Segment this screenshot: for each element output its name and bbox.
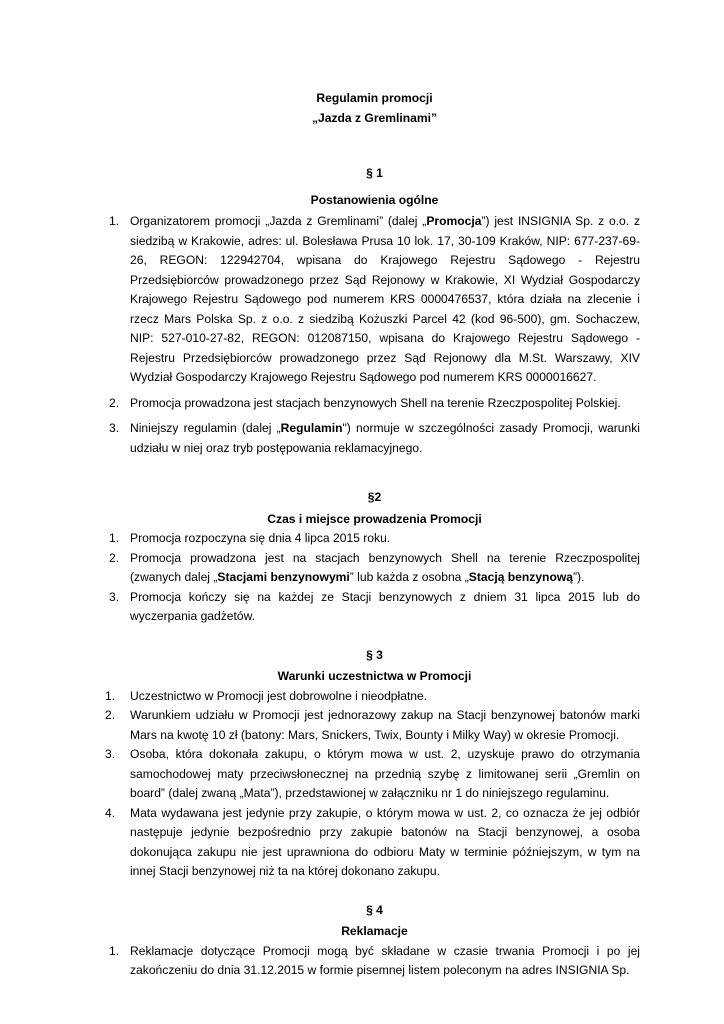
section-3-item-4: 4. Mata wydawana jest jedynie przy zakupie, o którym mowa w ust. 2, co oznacza że jej odbiór następuje jedynie bezpośrednio przy zakupie batonów na Stacji benzynowej, a osoba dokonująca zakupu nie jest uprawniona do odbioru Maty w terminie późniejszym, w tym na innej Stacji benzynowej niż ta na której dokonano zakupu.	[105, 805, 640, 878]
section-3-item-3: 3. Osoba, która dokonała zakupu, o którym mowa w ust. 2, uzyskuje prawo do otrzymania samochodowej maty przeciwsłonecznej na przednią szybę z limitowanej serii „Gremlin on board” (dalej zwaną „Mata”), przedstawionej w załączniku nr 1 do niniejszego regulaminu.	[105, 747, 640, 800]
section-2-list	[109, 529, 640, 627]
section-3-list	[105, 687, 640, 882]
section-4-mark: § 4	[366, 902, 383, 917]
section-1-item-2: 2. Promocja prowadzona jest stacjach benzynowych Shell na terenie Rzeczpospolitej Polskiej.	[109, 395, 621, 410]
document-subtitle: „Jazda z Gremlinami”	[311, 110, 437, 125]
section-2-heading: Czas i miejsce prowadzenia Promocji	[267, 511, 482, 526]
section-2-item-3: 3. Promocja kończy się na każdej ze Stacji benzynowych z dniem 31 lipca 2015 lub do wyczerpania gadżetów.	[109, 589, 640, 623]
section-3-mark: § 3	[366, 647, 383, 662]
section-4-item-1: 1. Reklamacje dotyczące Promocji mogą być składane w czasie trwania Promocji i po jej zakończeniu do dnia 31.12.2015 w formie pisemnej listem poleconym na adres INSIGNIA Sp.	[109, 943, 640, 977]
section-1-heading: Postanowienia ogólne	[310, 192, 439, 207]
section-1-mark: § 1	[366, 166, 383, 180]
section-2-mark: §2	[367, 490, 382, 504]
section-1-list	[109, 212, 640, 458]
section-3-heading: Warunki uczestnictwa w Promocji	[277, 669, 472, 683]
section-2-item-1: 1. Promocja rozpoczyna się dnia 4 lipca 2015 roku.	[109, 531, 391, 545]
section-3-item-1: 1. Uczestnictwo w Promocji jest dobrowolne i nieodpłatne.	[105, 688, 428, 703]
section-1-item-1: 1. Organizatorem promocji „Jazda z Gremlinami” (dalej „Promocja”) jest INSIGNIA Sp. z o.o. z siedzibą w Krakowie, adres: ul. Bolesława Prusa 10 lok. 17, 30-109 Kraków, NIP: 677-237-69-26, REGON: 122942704, wpisana do Krajowego Rejestru Sądowego - Rejestru Przedsiębiorców prowadzonego przez Sąd Rejonowy w Krakowie, XI Wydział Gospodarczy Krajowego Rejestru Sądowego pod numerem KRS 0000476537, która działa na zlecenie i rzecz Mars Polska Sp. z o.o. z siedzibą Kożuszki Parcel 42 (kod 96-500), gm. Sochaczew, NIP: 527-010-27-82, REGON: 012087150, wpisana do Krajowego Rejestru Sądowego - Rejestru Przedsiębiorców prowadzonego przez Sąd Rejonowy dla M.St. Warszawy, XIV Wydział Gospodarczy Krajowego Rejestru Sądowego pod numerem KRS 0000016627.	[109, 214, 640, 384]
section-4-heading: Reklamacje	[341, 924, 408, 938]
section-1-item-3: 3. Niniejszy regulamin (dalej „Regulamin") normuje w szczególności zasady Promocji, warunki udziału w niej oraz tryb postępowania reklamacyjnego.	[109, 421, 640, 455]
section-2-item-2: 2. Promocja prowadzona jest na stacjach benzynowych Shell na terenie Rzeczpospolitej (zwanych dalej „Stacjami benzynowymi” lub każda z osobna „Stacją benzynową”).	[109, 550, 640, 584]
section-4-list	[109, 942, 640, 981]
document-content	[105, 89, 640, 981]
section-3-item-2: 2. Warunkiem udziału w Promocji jest jednorazowy zakup na Stacji benzynowej batonów marki Mars na kwotę 10 zł (batony: Mars, Snickers, Twix, Bounty i Milky Way) w okresie Promocji.	[105, 708, 640, 742]
document-title: Regulamin promocji	[316, 91, 433, 105]
